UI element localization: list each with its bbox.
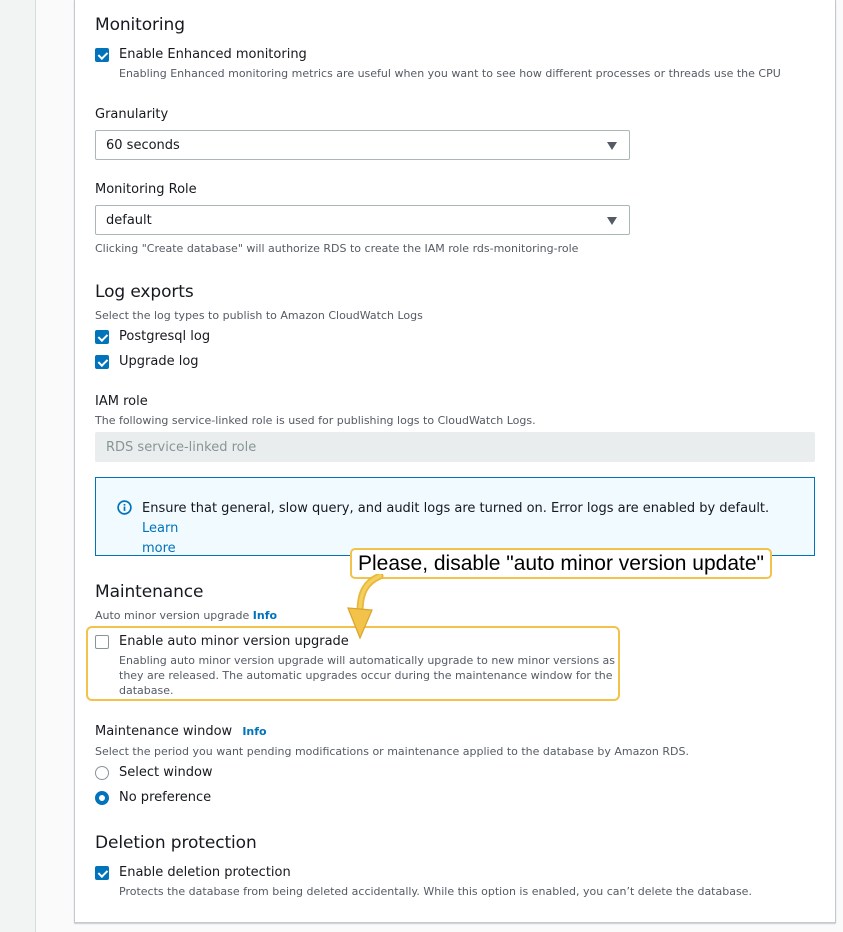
monitoring-heading: Monitoring — [95, 15, 185, 35]
upgrade-log-checkbox[interactable] — [95, 355, 109, 369]
select-window-label[interactable]: Select window — [119, 765, 213, 780]
learn-more-link-word-1[interactable]: Learn — [142, 521, 179, 536]
granularity-label: Granularity — [95, 107, 169, 122]
maintenance-window-label — [95, 724, 267, 739]
maintenance-window-info-link[interactable]: Info — [242, 725, 267, 738]
learn-more-link[interactable] — [142, 521, 178, 556]
iam-role-field: RDS service-linked role — [95, 432, 815, 462]
log-info-alert — [95, 477, 815, 556]
auto-minor-upgrade-label[interactable]: Enable auto minor version upgrade — [119, 634, 349, 649]
auto-minor-upgrade-description-line: Enabling auto minor version upgrade will automatically upgrade to new minor versions as — [119, 654, 616, 667]
maintenance-window-description: Select the period you want pending modifications or maintenance applied to the database by Amazon RDS. — [95, 745, 689, 758]
auto-minor-upgrade-description-line: they are released. The automatic upgrades occur during the maintenance window for the — [119, 669, 613, 682]
auto-upgrade-section-text: Auto minor version upgrade — [95, 609, 250, 622]
upgrade-log-label[interactable]: Upgrade log — [119, 354, 199, 369]
enhanced-monitoring-label[interactable]: Enable Enhanced monitoring — [119, 47, 307, 62]
deletion-protection-label[interactable]: Enable deletion protection — [119, 865, 291, 880]
auto-minor-upgrade-checkbox[interactable] — [95, 635, 109, 649]
no-preference-label[interactable]: No preference — [119, 790, 212, 805]
caret-down-icon — [607, 142, 617, 150]
monitoring-role-select[interactable] — [95, 205, 630, 235]
no-preference-radio[interactable] — [95, 791, 109, 805]
auto-minor-upgrade-description-line: database. — [119, 684, 174, 697]
info-icon — [117, 500, 132, 515]
postgresql-log-label[interactable]: Postgresql log — [119, 329, 211, 344]
caret-down-icon — [607, 217, 617, 225]
annotation-arrow-icon — [336, 574, 388, 644]
select-window-radio[interactable] — [95, 766, 109, 780]
postgresql-log-checkbox[interactable] — [95, 330, 109, 344]
enhanced-monitoring-description: Enabling Enhanced monitoring metrics are useful when you want to see how different processes or threads use the CPU — [119, 67, 781, 80]
maintenance-heading: Maintenance — [95, 582, 204, 602]
auto-upgrade-info-link[interactable]: Info — [252, 609, 278, 622]
monitoring-role-label: Monitoring Role — [95, 182, 197, 197]
deletion-protection-checkbox[interactable] — [95, 866, 109, 880]
log-exports-heading: Log exports — [95, 282, 194, 302]
iam-role-label: IAM role — [95, 394, 148, 409]
log-info-message: Ensure that general, slow query, and audit logs are turned on. Error logs are enabled by default. — [142, 501, 770, 516]
learn-more-link-word-2[interactable]: more — [142, 541, 176, 556]
annotation-callout: Please, disable "auto minor version update" — [350, 548, 772, 579]
enhanced-monitoring-checkbox[interactable] — [95, 48, 109, 62]
deletion-protection-description: Protects the database from being deleted accidentally. While this option is enabled, you can’t delete the database. — [119, 885, 752, 898]
granularity-value: 60 seconds — [106, 138, 180, 153]
monitoring-role-hint: Clicking "Create database" will authorize RDS to create the IAM role rds-monitoring-role — [95, 242, 579, 255]
maintenance-window-text: Maintenance window — [95, 724, 233, 739]
auto-upgrade-section-label — [95, 608, 277, 623]
iam-role-description: The following service-linked role is used for publishing logs to CloudWatch Logs. — [95, 414, 536, 427]
granularity-select[interactable] — [95, 130, 630, 160]
deletion-protection-heading: Deletion protection — [95, 833, 257, 853]
auto-minor-upgrade-description — [119, 653, 615, 698]
monitoring-role-value: default — [106, 213, 152, 228]
log-exports-description: Select the log types to publish to Amazon CloudWatch Logs — [95, 309, 423, 322]
